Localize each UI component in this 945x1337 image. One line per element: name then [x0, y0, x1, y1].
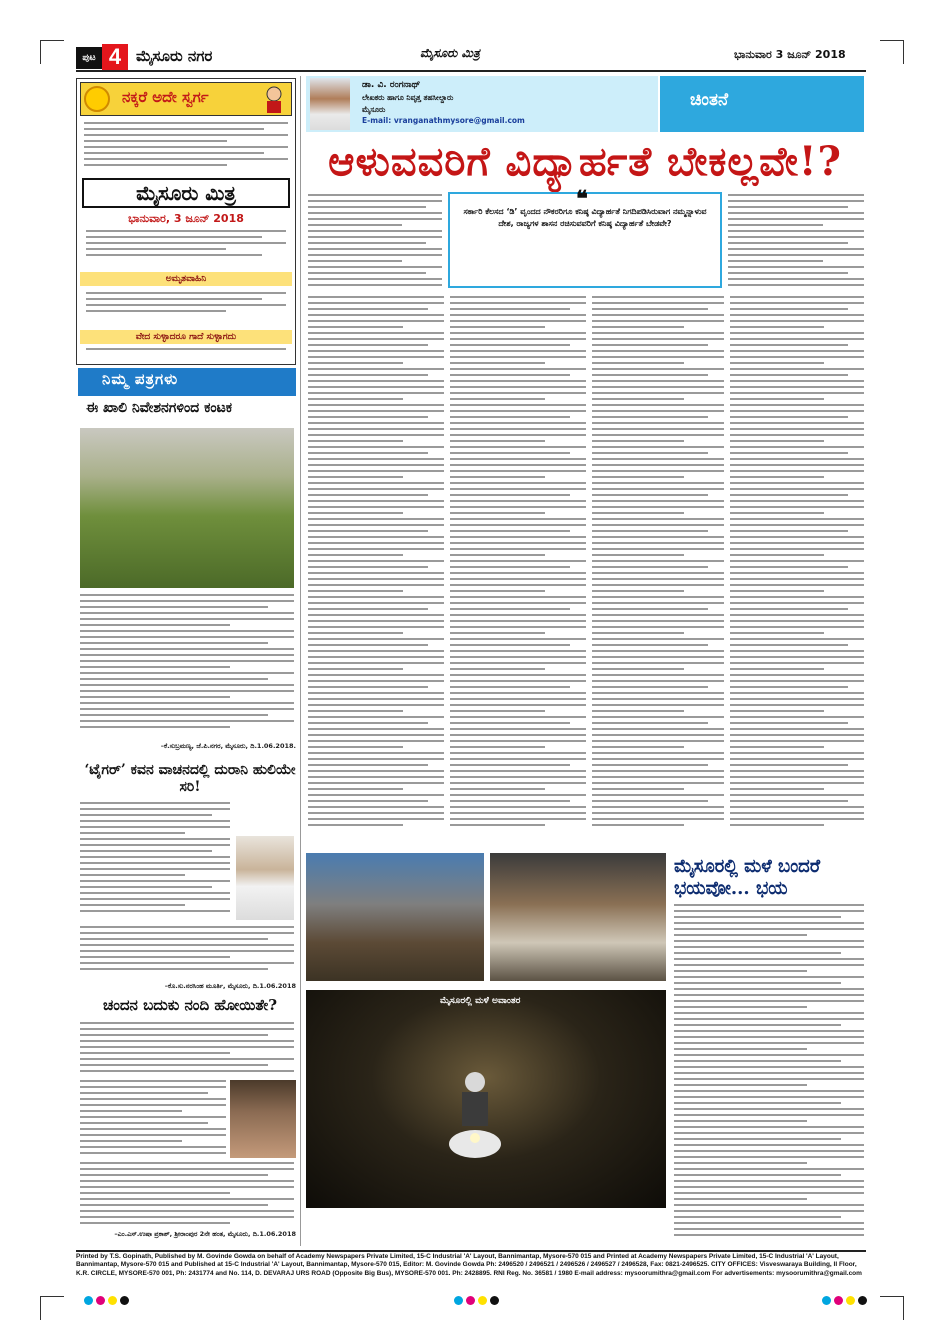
laugh-icon: [84, 86, 110, 112]
editorial-body-col-1: [308, 296, 444, 844]
quote-mark-icon: ❝: [576, 186, 588, 212]
editorial-body-col-4: [730, 296, 864, 844]
registration-cyan-icon: [822, 1296, 831, 1305]
editorial-headline: ಆಳುವವರಿಗೆ ವಿದ್ಯಾರ್ಹತೆ ಬೇಕಲ್ಲವೇ!?: [328, 138, 842, 185]
crop-mark: [903, 1296, 904, 1320]
humor-title: ನಕ್ಕರೆ ಅದೇ ಸ್ವರ್ಗ: [122, 88, 209, 106]
letter-2-author-photo: [236, 836, 294, 920]
registration-magenta-icon: [834, 1296, 843, 1305]
masthead-details: [86, 230, 286, 268]
issue-date: ಭಾನುವಾರ 3 ಜೂನ್ 2018: [734, 48, 846, 61]
night-photo-caption: ಮೈಸೂರಲ್ಲಿ ಮಳೆ ಅವಾಂತರ: [440, 996, 521, 1006]
registration-black-icon: [120, 1296, 129, 1305]
pull-quote: ಸರ್ಕಾರಿ ಕೆಲಸದ ‘ಡಿ’ ವೃಂದದ ನೌಕರರಿಗೂ ಕನಿಷ್ಠ ವಿದ್ಯಾರ್ಹತೆ ನಿಗದಿಪಡಿಸಿರುವಾಗ ನಮ್ಮನ್ನಾಳುವ ದೇಶ, ರಾಜ್ಯಗಳ ಶಾಸನ ರಚಿಸುವವರಿಗೆ ಕನಿಷ್ಠ ವಿದ್ಯಾರ್ಹತೆ ಬೇಡವೇ?: [463, 207, 707, 228]
crop-mark: [40, 40, 64, 41]
letter-2-body: [80, 802, 230, 922]
column-tag: ಚಿಂತನೆ: [690, 90, 729, 110]
rain-headline: ಮೈಸೂರಲ್ಲಿ ಮಳೆ ಬಂದರೆ ಭಯವೋ... ಭಯ: [674, 856, 821, 899]
letter-3-body: [80, 1022, 294, 1076]
registration-magenta-icon: [96, 1296, 105, 1305]
author-city: ಮೈಸೂರು: [362, 105, 386, 114]
registration-black-icon: [858, 1296, 867, 1305]
letter-1-sign: –ಕೆ.ಸುಬ್ರಮಣ್ಯ, ಜೆ.ಪಿ.ನಗರ, ಮೈಸೂರು, ದಿ.1.06.2018.: [160, 742, 296, 750]
page-number: 4: [102, 44, 128, 70]
amrutavani-text: [86, 292, 286, 326]
cartoon-icon: [258, 84, 290, 114]
crop-mark: [880, 40, 904, 41]
amrutavani-banner: ಅಮೃತವಾಹಿನಿ: [80, 272, 292, 286]
crop-mark: [903, 40, 904, 64]
column-divider: [300, 76, 301, 1246]
letter-3-body-mid: [80, 1080, 226, 1160]
masthead-date: ಭಾನುವಾರ, 3 ಜೂನ್ 2018: [128, 212, 244, 225]
joke-text: [84, 122, 288, 172]
veda-text: [86, 348, 286, 362]
letter-3-author-photo: [230, 1080, 296, 1158]
vacant-plot-photo: [80, 428, 294, 588]
paper-logo: ಮೈಸೂರು ಮಿತ್ರ: [82, 178, 290, 208]
rain-story-body: [674, 904, 864, 1244]
registration-yellow-icon: [108, 1296, 117, 1305]
registration-yellow-icon: [846, 1296, 855, 1305]
crop-mark: [40, 1296, 41, 1320]
registration-black-icon: [490, 1296, 499, 1305]
author-photo: [310, 78, 350, 130]
letter-1-body: [80, 594, 294, 740]
paper-name: ಮೈಸೂರು ಮಿತ್ರ: [420, 46, 480, 60]
editorial-body-col-3: [592, 296, 724, 844]
letter-1-title: ಈ ಖಾಲಿ ನಿವೇಶನಗಳಿಂದ ಕಂಟಕ: [86, 400, 233, 416]
registration-magenta-icon: [466, 1296, 475, 1305]
letter-2-sign: –ಕೊ.ಸು.ನರಸಿಂಹ ಮೂರ್ತಿ, ಮೈಸೂರು, ದಿ.1.06.2018: [164, 982, 296, 990]
letters-title: ನಿಮ್ಮ ಪತ್ರಗಳು: [102, 370, 179, 388]
registration-yellow-icon: [478, 1296, 487, 1305]
flood-photo-2: [490, 853, 666, 981]
crop-mark: [40, 40, 41, 64]
author-name: ಡಾ. ವಿ. ರಂಗನಾಥ್: [362, 80, 421, 90]
letter-3-body-cont: [80, 1162, 294, 1228]
page-label: ಪುಟ: [76, 47, 102, 69]
imprint-text: Printed by T.S. Gopinath, Published by M. Govinde Gowda on behalf of Academy Newspapers Private Limited, 15-C Industrial 'A' Layout, Bannimantap, Mysore-570 015 and Printed at Academy Newspapers Private Limited, 15-C Industrial 'A' Layout, Bannimantap, Mysore-570 015 and Published at 15-C Industrial 'A' Layout, Bannimantap, Mysore-570 015, Editor: M. Govinde Gowda Ph: 2496520 / 2496521 / 2496526 / 2496527 / 2496528, Fax: 0821-2496525. CITY OFFICES: Visveswaraya Building, II Floor, K.R. CIRCLE, MYSORE-570 001, Ph: 2431774 and No. 114, D. DEVARAJ URS ROAD (Opposite Big Bus), MYSORE-570 001. Ph: 2428895. RNI Reg. No. 36581 / 1980 E-mail address: mysoorumithra@gmail.com For advertisements: mysoorumithra@gmail.com: [76, 1253, 862, 1277]
crop-mark: [880, 1296, 904, 1297]
author-role: ಲೇಖಕರು ಹಾಗೂ ನಿವೃತ್ತ ತಹಸೀಲ್ದಾರು: [362, 93, 454, 102]
letter-3-title: ಚಂದನ ಬದುಕು ನಂದಿ ಹೋಯಿತೇ?: [102, 996, 278, 1014]
veda-banner: ವೇದ ಸುಳ್ಳಾದರೂ ಗಾದೆ ಸುಳ್ಳಾಗದು: [80, 330, 292, 344]
letter-2-title: ‘ಟೈಗರ್’ ಕವನ ವಾಚನದಲ್ಲಿ ದುರಾನಿ ಹುಲಿಯೇ ಸರಿ!: [84, 762, 296, 795]
registration-cyan-icon: [454, 1296, 463, 1305]
editorial-body-right-top: [728, 194, 864, 290]
registration-cyan-icon: [84, 1296, 93, 1305]
editorial-body-intro: [308, 194, 442, 290]
letter-3-sign: –ಎಂ.ಎಸ್.ಉಷಾ ಪ್ರಕಾಶ್, ಶ್ರೀರಾಂಪುರ 2ನೇ ಹಂತ, ಮೈಸೂರು, ದಿ.1.06.2018: [114, 1230, 296, 1238]
section-title: ಮೈಸೂರು ನಗರ: [136, 47, 213, 65]
author-email[interactable]: E-mail: vranganathmysore@gmail.com: [362, 116, 525, 125]
scooter-rider-icon: [430, 1060, 520, 1170]
flood-photo-1: [306, 853, 484, 981]
letter-2-body-cont: [80, 926, 294, 978]
editorial-body-col-2: [450, 296, 586, 844]
crop-mark: [40, 1296, 64, 1297]
